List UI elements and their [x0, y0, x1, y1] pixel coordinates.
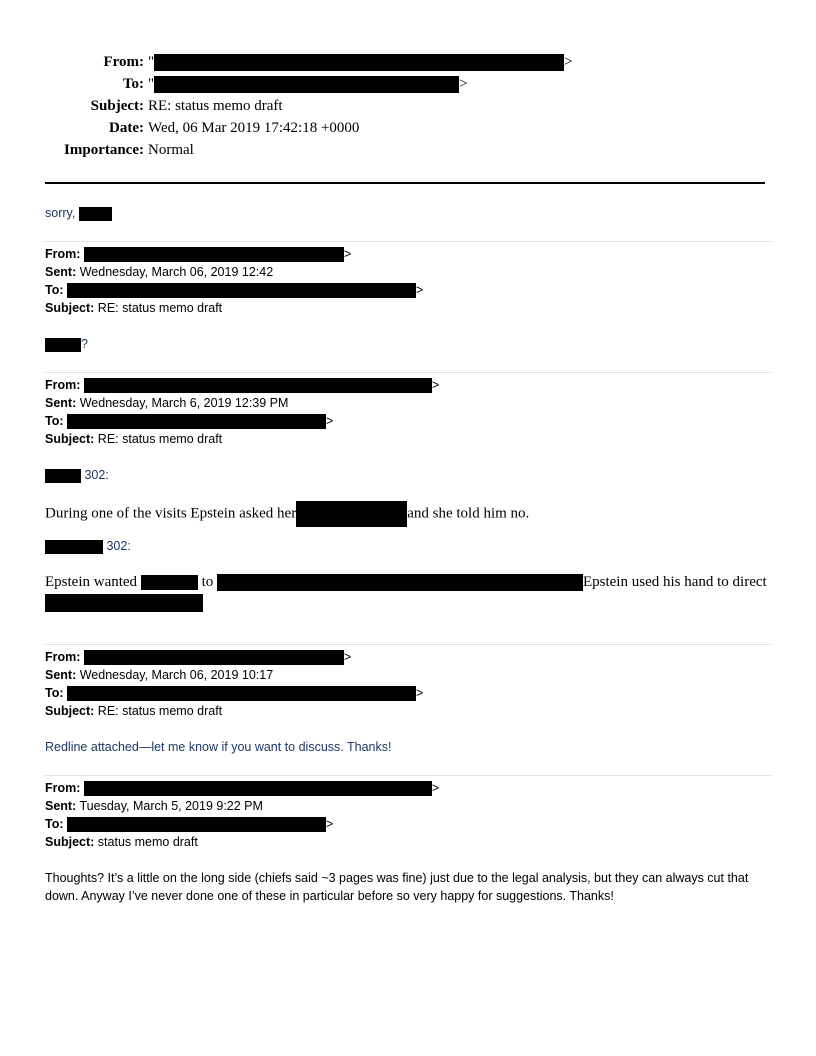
- subject-value: RE: status memo draft: [148, 98, 283, 114]
- body-text: Redline attached—let me know if you want to discuss. Thanks!: [45, 740, 392, 754]
- redaction-block: [84, 781, 432, 796]
- msg2-sent: [45, 394, 288, 412]
- to-suffix: >: [326, 817, 334, 831]
- subject-label: Subject:: [45, 835, 95, 849]
- from-suffix: >: [431, 378, 440, 392]
- sentence-text: During one of the visits Epstein asked her: [45, 505, 297, 522]
- to-suffix: >: [416, 686, 424, 700]
- to-label: To:: [45, 686, 64, 700]
- to-suffix: >: [459, 76, 468, 92]
- date-label: Date:: [109, 120, 144, 136]
- msg1-body: [45, 335, 88, 353]
- subject-value: RE: status memo draft: [97, 301, 223, 315]
- redaction-block: [296, 501, 407, 527]
- msg2-quote-label-2: [45, 537, 131, 555]
- to-label: To:: [45, 817, 64, 831]
- reply-text: [45, 204, 112, 222]
- subject-value: RE: status memo draft: [97, 432, 223, 446]
- redaction-block: [84, 247, 344, 262]
- redaction-block: [154, 54, 564, 71]
- message-divider: [45, 644, 771, 645]
- to-prefix: ": [148, 76, 155, 92]
- sent-label: Sent:: [45, 396, 77, 410]
- msg4-from: [45, 779, 439, 797]
- header-from-row: [0, 52, 816, 72]
- msg1-to: [45, 281, 423, 299]
- sentence-text: Epstein used his hand to direct: [582, 574, 767, 590]
- from-label: From:: [45, 650, 81, 664]
- redaction-block: [67, 414, 326, 429]
- msg1-subject: [45, 299, 222, 317]
- msg1-sent: [45, 263, 273, 281]
- header-date-row: [0, 118, 816, 138]
- redaction-block: [67, 686, 416, 701]
- from-suffix: >: [431, 781, 440, 795]
- redaction-block: [84, 650, 344, 665]
- msg3-body: [45, 738, 391, 756]
- to-suffix: >: [326, 414, 334, 428]
- date-value: Wed, 06 Mar 2019 17:42:18 +0000: [148, 120, 360, 136]
- header-subject-row: [0, 96, 816, 116]
- subject-label: Subject:: [90, 98, 144, 114]
- msg2-quote-label-1: [45, 466, 109, 484]
- msg2-sentence-1: [45, 501, 529, 521]
- redaction-block: [84, 378, 432, 393]
- reply-body: sorry,: [45, 206, 76, 220]
- from-label: From:: [45, 781, 81, 795]
- redaction-block: [217, 574, 583, 591]
- sent-value: Wednesday, March 6, 2019 12:39 PM: [79, 396, 289, 410]
- redaction-block: [79, 207, 112, 221]
- from-prefix: ": [148, 54, 155, 70]
- header-importance-row: [0, 140, 816, 160]
- to-suffix: >: [416, 283, 424, 297]
- from-suffix: >: [564, 54, 573, 70]
- sent-value: Wednesday, March 06, 2019 10:17: [79, 668, 274, 682]
- sent-label: Sent:: [45, 799, 77, 813]
- body-text: ?: [81, 337, 88, 351]
- subject-value: status memo draft: [97, 835, 198, 849]
- importance-label: Importance:: [64, 142, 144, 158]
- to-label: To:: [122, 76, 144, 92]
- to-label: To:: [45, 414, 64, 428]
- msg3-from: [45, 648, 351, 666]
- redaction-block: [154, 76, 459, 93]
- message-divider: [45, 372, 771, 373]
- quote-label: 302:: [84, 468, 109, 482]
- from-value: [148, 52, 573, 72]
- header-to-row: [0, 74, 816, 94]
- from-label: From:: [45, 247, 81, 261]
- redaction-block: [45, 540, 103, 554]
- redaction-block: [45, 469, 81, 483]
- msg2-sentence-2-cont: [45, 592, 203, 612]
- from-label: From:: [45, 378, 81, 392]
- header-divider: [45, 182, 765, 184]
- sent-label: Sent:: [45, 265, 77, 279]
- msg3-sent: [45, 666, 273, 684]
- from-label: From:: [103, 54, 144, 70]
- message-divider: [45, 241, 771, 242]
- msg4-subject: [45, 833, 198, 851]
- msg2-to: [45, 412, 333, 430]
- sentence-text: to: [201, 574, 214, 590]
- msg1-from: [45, 245, 351, 263]
- msg4-sent: [45, 797, 263, 815]
- msg4-body: Thoughts? It’s a little on the long side (chiefs said ~3 pages was fine) just due to the legal analysis, but they can always cut that down. Anyway I’ve never done one of these in particular before so very happy for suggestions. Thanks!: [45, 871, 749, 903]
- redaction-block: [45, 338, 81, 352]
- msg2-sentence-2: [45, 572, 767, 592]
- redaction-block: [45, 594, 203, 612]
- importance-value: Normal: [148, 142, 194, 158]
- msg3-to: [45, 684, 423, 702]
- redaction-block: [67, 283, 416, 298]
- sentence-text: Epstein wanted: [45, 574, 138, 590]
- sent-label: Sent:: [45, 668, 77, 682]
- from-suffix: >: [343, 247, 352, 261]
- to-label: To:: [45, 283, 64, 297]
- subject-label: Subject:: [45, 704, 95, 718]
- msg2-from: [45, 376, 439, 394]
- from-suffix: >: [343, 650, 352, 664]
- sent-value: Wednesday, March 06, 2019 12:42: [79, 265, 274, 279]
- redaction-block: [67, 817, 326, 832]
- msg2-subject: [45, 430, 222, 448]
- sent-value: Tuesday, March 5, 2019 9:22 PM: [79, 799, 263, 813]
- subject-value: RE: status memo draft: [97, 704, 223, 718]
- msg3-subject: [45, 702, 222, 720]
- message-divider: [45, 775, 771, 776]
- quote-label: 302:: [106, 539, 131, 553]
- redaction-block: [141, 575, 198, 590]
- subject-label: Subject:: [45, 301, 95, 315]
- msg4-to: [45, 815, 333, 833]
- subject-label: Subject:: [45, 432, 95, 446]
- to-value: [148, 74, 468, 94]
- sentence-text: and she told him no.: [407, 505, 530, 522]
